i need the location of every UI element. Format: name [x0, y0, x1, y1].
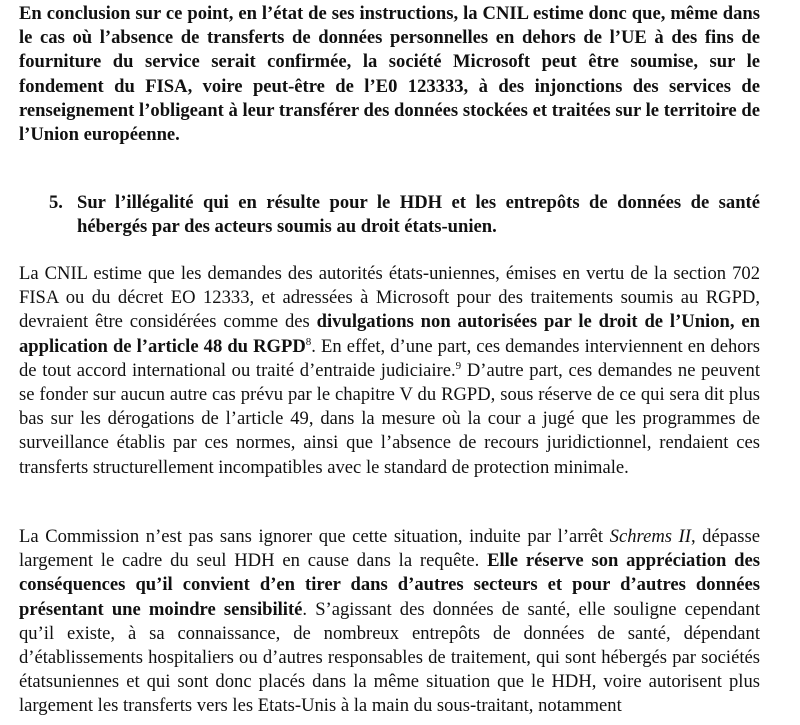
emphasized-text: divulgations non autorisées par le droit de l’Union, en application de l’article 48 du RGPD — [19, 311, 760, 357]
section-number: 5. — [49, 192, 63, 213]
emphasized-text: Elle réserve son appréciation des conséquences qu’il convient d’en tirer dans d’autres secteurs et pour d’autres données présentant une moindre sensibilité — [19, 550, 760, 620]
paragraph-text: La CNIL estime que les demandes des autorités états-uniennes, émises en vertu de la section 702 FISA ou du décret EO 12333, et adressées à Microsoft pour des traitements soumis au RGPD, devraient être considérées comme des — [19, 263, 760, 333]
conclusion-paragraph: En conclusion sur ce point, en l’état de ses instructions, la CNIL estime donc que, même dans le cas où l’absence de transferts de données personnelles en dehors de l’UE à des fins de fourniture du service serait confirmée, la société Microsoft peut être soumise, sur le fondement du FISA, voire peut-être de l’E0 123333, à des injonctions des services de renseignement l’obligeant à leur transférer des données stockées et traitées sur le territoire de l’Union européenne. — [19, 3, 760, 146]
paragraph-text: . En effet, d’une part, ces demandes interviennent en dehors de tout accord international ou traité d’entraide judiciaire. — [19, 335, 760, 381]
paragraph-text: D’autre part, ces demandes ne peuvent se fonder sur aucun autre cas prévu par le chapitre V du RGPD, sous réserve de ce qui sera dit plus bas sur les dérogations de l’article 49, dans la mesure où la cour a jugé que les programmes de surveillance établis par ces normes, ainsi que l’absence de recours juridictionnel, rendaient ces transferts structurellement incompatibles avec le standard de protection minimale. — [19, 359, 760, 478]
footnote-ref-9[interactable]: 9 — [455, 359, 462, 372]
paragraph-text: , dépasse largement le cadre du seul HDH en cause dans la requête. — [19, 526, 761, 572]
section-title: Sur l’illégalité qui en résulte pour le HDH et les entrepôts de données de santé hébergés par des acteurs soumis au droit états-unien. — [77, 192, 760, 238]
paragraph-text: . S’agissant des données de santé, elle souligne cependant qu’il existe, à sa connaissance, de nombreux entrepôts de données de santé, dépendant d’établissements hospitaliers ou d’autres responsables de traitement, qui sont hébergés par sociétés étatsuniennes et qui sont donc placés dans la même situation que le HDH, voire autorisent plus largement les transferts vers les Etats-Unis à la main du sous-traitant, notamment — [19, 598, 760, 717]
footnote-ref-8[interactable]: 8 — [305, 335, 312, 348]
section-heading — [49, 191, 760, 239]
paragraph-text: La Commission n’est pas sans ignorer que cette situation, induite par l’arrêt — [19, 526, 610, 547]
paragraph-cnil-assessment — [19, 262, 760, 480]
paragraph-commission-scope — [19, 525, 760, 719]
case-name: Schrems II — [609, 526, 691, 547]
